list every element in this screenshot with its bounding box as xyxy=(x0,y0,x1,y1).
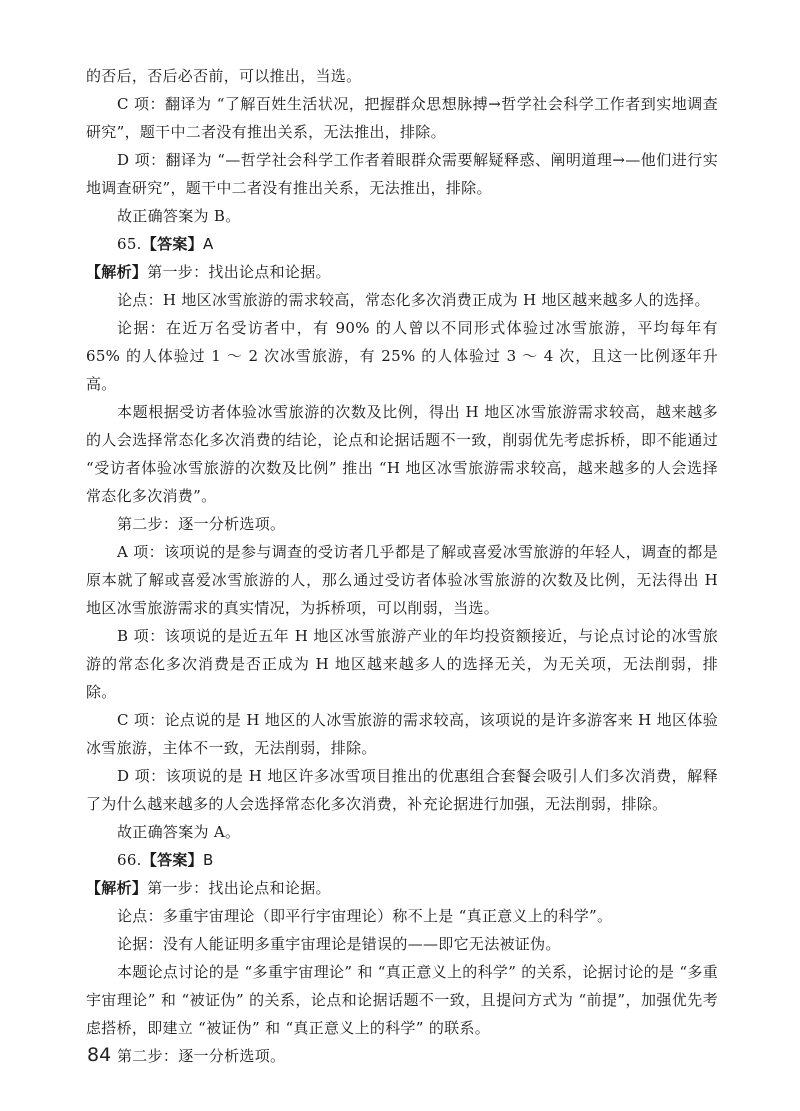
paragraph: 的否后，否后必否前，可以推出，当选。 xyxy=(86,67,362,85)
analysis-step: 第一步：找出论点和论据。 xyxy=(147,263,331,281)
question-66-answer xyxy=(86,846,718,874)
paragraph-option-c: C 项：论点说的是 H 地区的人冰雪旅游的需求较高，该项说的是许多游客来 H 地区体验冰雪旅游，主体不一致，无法削弱，排除。 xyxy=(86,711,718,757)
paragraph: 本题论点讨论的是 “多重宇宙理论” 和 “真正意义上的科学” 的关系，论据讨论的是 “多重宇宙理论” 和 “被证伪” 的关系，论点和论据话题不一致，且提问方式为 “前提”，加强优先考虑搭桥，即建立 “被证伪” 和 “真正意义上的科学” 的联系。 xyxy=(86,963,718,1037)
paragraph-option-c: C 项：翻译为 “了解百姓生活状况，把握群众思想脉搏→哲学社会科学工作者到实地调查研究”，题干中二者没有推出关系，无法推出，排除。 xyxy=(86,95,718,141)
analysis-label: 【解析】 xyxy=(86,263,148,281)
answer-value: A xyxy=(202,235,214,253)
answer-conclusion: 故正确答案为 A。 xyxy=(117,823,241,841)
paragraph-option-b: B 项：该项说的是近五年 H 地区冰雪旅游产业的年均投资额接近，与论点讨论的冰雪旅游的常态化多次消费是否正成为 H 地区越来越多人的选择无关，为无关项，无法削弱，排除。 xyxy=(86,627,718,701)
paragraph-option-a: A 项：该项说的是参与调查的受访者几乎都是了解或喜爱冰雪旅游的年轻人，调查的都是原本就了解或喜爱冰雪旅游的人，那么通过受访者体验冰雪旅游的次数及比例，无法得出 H 地区冰雪旅游需求的真实情况，为拆桥项，可以削弱，当选。 xyxy=(86,543,718,617)
question-66-analysis xyxy=(86,874,718,902)
paragraph-option-d: D 项：该项说的是 H 地区许多冰雪项目推出的优惠组合套餐会吸引人们多次消费，解释了为什么越来越多的人会选择常态化多次消费，补充论据进行加强，无法削弱，排除。 xyxy=(86,767,718,813)
question-65-analysis xyxy=(86,258,718,286)
page-body xyxy=(86,62,718,1070)
page-number: 84 xyxy=(87,1044,112,1066)
argument-evidence: 论据：在近万名受访者中，有 90% 的人曾以不同形式体验过冰雪旅游，平均每年有 65% 的人体验过 1 ～ 2 次冰雪旅游，有 25% 的人体验过 3 ～ 4 次，且这一比例逐年升高。 xyxy=(86,319,718,393)
analysis-step: 第二步：逐一分析选项。 xyxy=(117,515,286,533)
analysis-step: 第一步：找出论点和论据。 xyxy=(147,879,331,897)
question-number: 66. xyxy=(117,851,142,869)
argument-thesis: 论点：H 地区冰雪旅游的需求较高，常态化多次消费正成为 H 地区越来越多人的选择。 xyxy=(117,291,710,309)
paragraph: 本题根据受访者体验冰雪旅游的次数及比例，得出 H 地区冰雪旅游需求较高，越来越多的人会选择常态化多次消费的结论，论点和论据话题不一致，削弱优先考虑拆桥，即不能通过 “受访者体验冰雪旅游的次数及比例” 推出 “H 地区冰雪旅游需求较高，越来越多的人会选择常态化多次消费”。 xyxy=(86,403,718,505)
answer-conclusion: 故正确答案为 B。 xyxy=(117,207,241,225)
question-number: 65. xyxy=(117,235,142,253)
argument-thesis: 论点：多重宇宙理论（即平行宇宙理论）称不上是 “真正意义上的科学”。 xyxy=(117,907,613,925)
analysis-label: 【解析】 xyxy=(86,879,148,897)
question-65-answer xyxy=(86,230,718,258)
argument-evidence: 论据：没有人能证明多重宇宙理论是错误的——即它无法被证伪。 xyxy=(117,935,561,953)
answer-value: B xyxy=(202,851,214,869)
paragraph-option-d: D 项：翻译为 “—哲学社会科学工作者着眼群众需要解疑释惑、阐明道理→—他们进行实地调查研究”，题干中二者没有推出关系，无法推出，排除。 xyxy=(86,151,718,197)
answer-label: 【答案】 xyxy=(141,235,203,253)
answer-label: 【答案】 xyxy=(141,851,203,869)
analysis-step: 第二步：逐一分析选项。 xyxy=(117,1047,286,1065)
